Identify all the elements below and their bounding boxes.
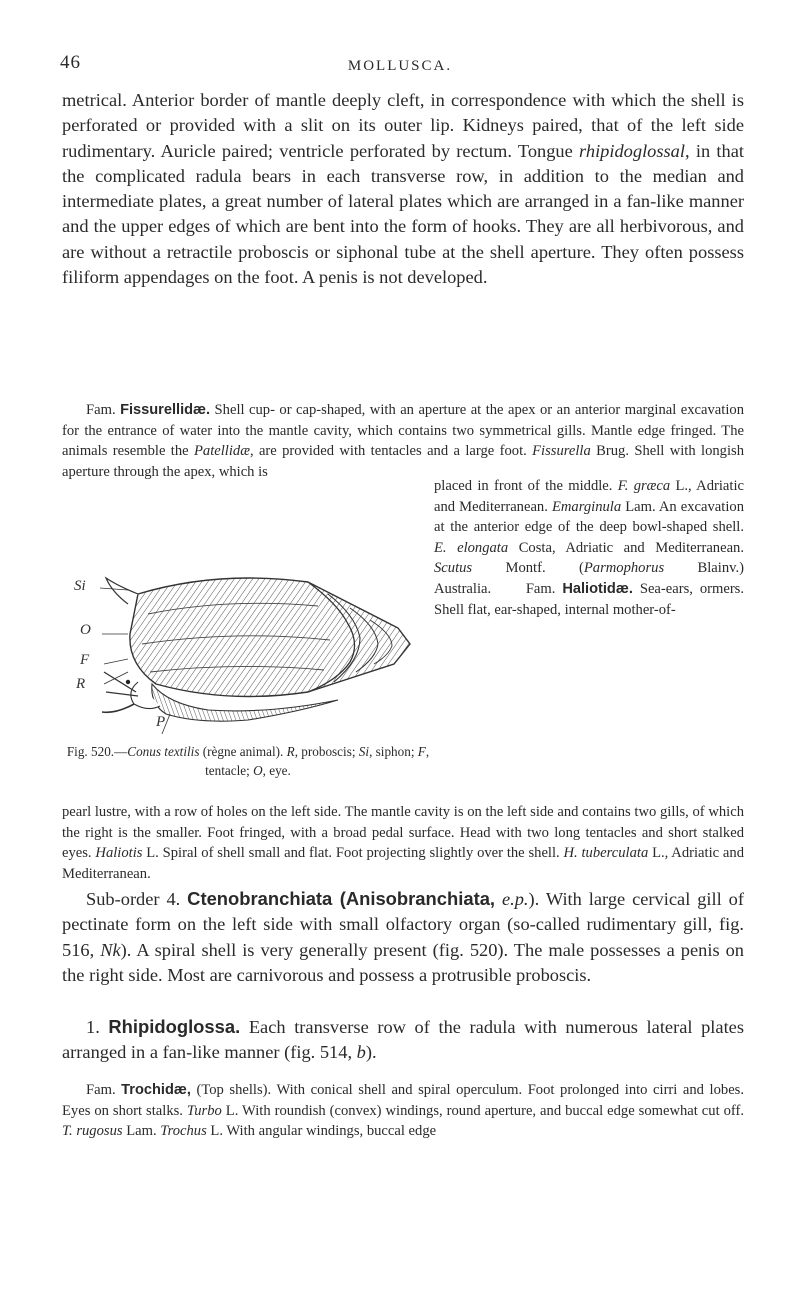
italic-term: Conus textilis — [127, 744, 200, 759]
text-run: Fam. — [86, 402, 121, 418]
proboscis — [102, 704, 134, 712]
rhipidoglossa-paragraph — [62, 1014, 744, 1066]
text-run: , eye. — [262, 763, 291, 778]
text-run: Each transverse row of the radula with numerous lateral plates arranged in a fan-like manner (fig. 514, — [62, 1017, 744, 1063]
text-run: ). With large cervical gill of pectinate form on the left side with small olfactory organ (so-called rudimentary gill, fig. 516, — [62, 889, 744, 960]
italic-term: T. rugosus — [62, 1123, 123, 1140]
text-run: ). — [365, 1042, 377, 1063]
conus-textilis-figure — [74, 564, 428, 736]
label-o: O — [80, 622, 91, 638]
text-run: Sea-ears, ormers. Shell flat, ear-shaped, internal mother-of- — [434, 580, 745, 618]
trochidae-paragraph — [62, 1080, 744, 1142]
text-run: Brug. Shell with longish aperture through the apex, which is — [62, 443, 744, 480]
eye — [126, 680, 130, 684]
figure-caption — [62, 742, 434, 780]
text-run: L., Adriatic and Mediterranean. — [434, 478, 744, 515]
text-run: Blainv.) Australia. — [434, 560, 744, 597]
text-run: Fam. — [491, 580, 563, 597]
bold-term: Rhipidoglossa. — [108, 1016, 241, 1037]
siphon — [106, 578, 138, 604]
label-f: F — [80, 652, 90, 668]
italic-term: Patellidæ — [193, 443, 250, 460]
bold-term: Fissurellidæ. — [120, 402, 211, 418]
text-run — [495, 889, 502, 909]
conus-illustration — [98, 564, 428, 736]
label-si: Si — [74, 578, 86, 594]
text-run: Sub-order 4. — [86, 889, 188, 909]
text-run: Lam. — [122, 1123, 161, 1140]
italic-term: Scutus — [434, 560, 473, 577]
text-run: (règne animal). — [199, 744, 287, 759]
italic-term: Fissurella — [532, 443, 591, 460]
text-run: ). A spiral shell is very generally present (fig. 520). The male possesses a penis on the right side. Most are carnivorous and possess a protrusible proboscis. — [62, 939, 745, 985]
text-run: L. With roundish (convex) windings, round aperture, and buccal edge somewhat cut off. — [221, 1102, 744, 1119]
italic-term: O — [253, 763, 263, 778]
italic-term: Parmophorus — [583, 560, 665, 577]
ctenobranchiata-paragraph — [62, 886, 744, 988]
text-run: Shell cup- or cap-shaped, with an aperture at the apex or an anterior marginal excavation for the entrance of water into the mantle cavity, which contains two symmetrical gills. Mantle edge fringed. The animals resemble the — [62, 402, 744, 460]
italic-term: F — [417, 744, 426, 759]
text-run: , proboscis; — [294, 744, 359, 759]
text-run: Lam. An excavation at the anterior edge of the deep bowl-shaped shell. — [434, 498, 744, 536]
text-run: , in that the complicated radula bears in each transverse row, in addition to the median and intermediate plates, a great number of lateral plates which are arranged in a fan-like manner and the upper edges of which are bent into the form of hooks. They are all herbivorous, and are without a retractile proboscis or siphonal tube at the shell aperture. They often possess filiform appendages on the foot. A penis is not developed. — [62, 140, 744, 288]
text-run: L., Adriatic and Mediterranean. — [62, 845, 744, 882]
text-run: metrical. Anterior border of mantle deeply cleft, in correspondence with which the shell is perforated or provided with a slit on its outer lip. Kidneys paired, that of the left side rudimentary. Auricle paired; ventricle perforated by rectum. Tongue — [62, 90, 744, 161]
paragraph-rhipidoglossal — [62, 88, 744, 290]
italic-term: Nk — [100, 939, 121, 960]
italic-term: e.p. — [501, 889, 529, 909]
bold-term: Haliotidæ. — [562, 580, 633, 597]
fissurellidae-paragraph — [62, 400, 744, 482]
text-run: L. Spiral of shell small and flat. Foot projecting slightly over the shell. — [142, 845, 564, 862]
text-run: 1. — [86, 1017, 109, 1037]
italic-term: rhipidoglossal — [579, 140, 685, 161]
italic-term: R — [286, 744, 295, 759]
text-run: , tentacle; — [205, 744, 430, 778]
fissurellidae-section — [62, 400, 744, 482]
haliotidae-continuation — [62, 802, 744, 884]
italic-term: F. græca — [617, 478, 671, 494]
bold-term: Trochidæ, — [121, 1082, 191, 1098]
italic-term: Si — [358, 744, 370, 759]
text-run: Fig. 520.— — [66, 744, 128, 759]
italic-term: H. tuberculata — [563, 845, 649, 862]
page-header — [0, 52, 800, 78]
running-head: MOLLUSCA. — [347, 58, 453, 74]
text-run: pearl lustre, with a row of holes on the left side. The mantle cavity is on the left side and contains two gills, of which the right is the smaller. Foot fringed, with a broad pedal surface. Head with two long tentacles and short stalked eyes. — [62, 804, 744, 862]
text-run: L. With angular windings, buccal edge — [206, 1123, 437, 1140]
page-number: 46 — [60, 52, 81, 73]
italic-term: Haliotis — [95, 845, 143, 862]
bold-term: Ctenobranchiata (Anisobranchiata, — [187, 888, 496, 909]
text-run: , are provided with tentacles and a large foot. — [249, 443, 533, 460]
text-run: Montf. ( — [472, 560, 584, 577]
text-run: Fam. — [86, 1082, 122, 1098]
italic-term: Emarginula — [551, 498, 622, 515]
text-run: Costa, Adriatic and Mediterranean. — [508, 539, 744, 556]
label-r: R — [76, 676, 86, 692]
text-run: (Top shells). With conical shell and spiral operculum. Foot prolonged into cirri and lobes. Eyes on short stalks. — [62, 1082, 744, 1119]
italic-term: b — [356, 1042, 366, 1063]
label-p: P — [156, 714, 166, 730]
side-column-text — [434, 476, 744, 620]
italic-term: Trochus — [160, 1123, 207, 1140]
text-run: placed in front of the middle. — [434, 478, 618, 494]
shell-body — [130, 578, 410, 697]
italic-term: Turbo — [186, 1102, 222, 1119]
text-run: , siphon; — [369, 744, 418, 759]
italic-term: E. elongata — [434, 539, 509, 556]
